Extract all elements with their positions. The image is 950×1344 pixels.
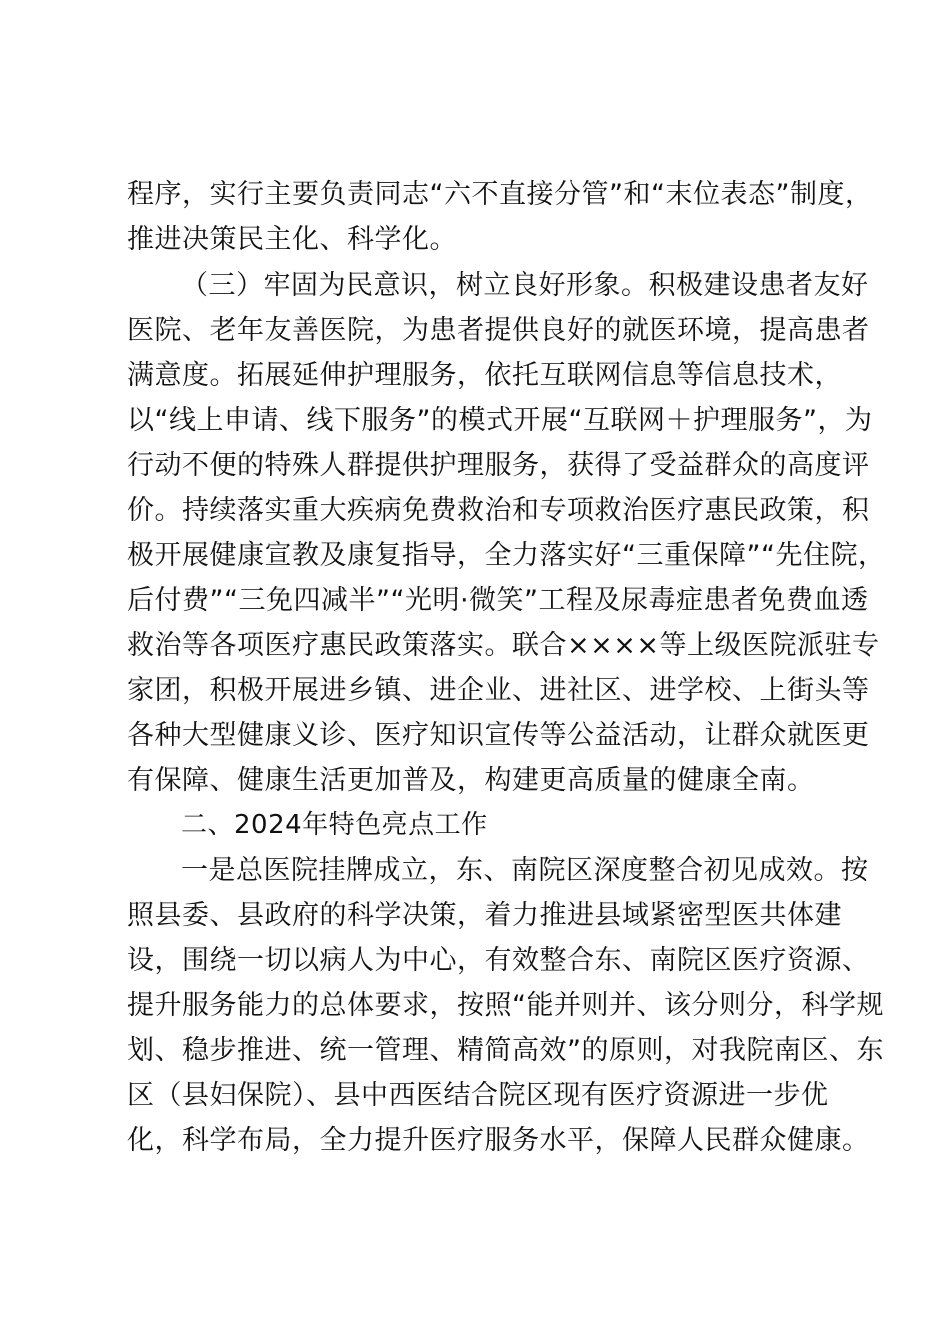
paragraph-line: 划、稳步推进、统一管理、精简高效”的原则，对我院南区、东: [127, 1035, 884, 1066]
paragraph-line: 满意度。拓展延伸护理服务，依托互联网信息等信息技术，: [127, 360, 842, 391]
paragraph-line: 推进决策民主化、科学化。: [127, 224, 457, 255]
paragraph-line: 程序，实行主要负责同志“六不直接分管”和“末位表态”制度，: [127, 179, 873, 210]
paragraph-line: 一是总医院挂牌成立，东、南院区深度整合初见成效。按: [181, 855, 869, 886]
paragraph-line: 家团，积极开展进乡镇、进企业、进社区、进学校、上街头等: [127, 675, 870, 706]
paragraph-line: 有保障、健康生活更加普及，构建更高质量的健康全南。: [127, 765, 815, 796]
paragraph-line: 救治等各项医疗惠民政策落实。联合××××等上级医院派驻专: [127, 630, 880, 661]
paragraph-line: 照县委、县政府的科学决策，着力推进县域紧密型医共体建: [127, 900, 842, 931]
paragraph-line: 区（县妇保院）、县中西医结合院区现有医疗资源进一步优: [127, 1080, 829, 1111]
paragraph-line: 行动不便的特殊人群提供护理服务，获得了受益群众的高度评: [127, 450, 870, 481]
paragraph-line: 化，科学布局，全力提升医疗服务水平，保障人民群众健康。: [127, 1125, 870, 1156]
paragraph-line: 医院、老年友善医院，为患者提供良好的就医环境，提高患者: [127, 315, 870, 346]
paragraph-line: 价。持续落实重大疾病免费救治和专项救治医疗惠民政策，积: [127, 495, 870, 526]
paragraph-line: 设，围绕一切以病人为中心，有效整合东、南院区医疗资源、: [127, 945, 870, 976]
paragraph-line: 后付费”“三免四减半”“光明·微笑”工程及尿毒症患者免费血透: [127, 585, 869, 616]
paragraph-line: 各种大型健康义诊、医疗知识宣传等公益活动，让群众就医更: [127, 720, 870, 751]
paragraph-line: 以“线上申请、线下服务”的模式开展“互联网＋护理服务”，为: [127, 405, 873, 436]
paragraph-line: 极开展健康宣教及康复指导，全力落实好“三重保障”“先住院，: [127, 540, 886, 571]
section-title: 二、2024年特色亮点工作: [181, 810, 488, 840]
section-heading-line: （三）牢固为民意识，树立良好形象。积极建设患者友好: [181, 270, 869, 301]
paragraph-line: 提升服务能力的总体要求，按照“能并则并、该分则分，科学规: [127, 990, 884, 1021]
